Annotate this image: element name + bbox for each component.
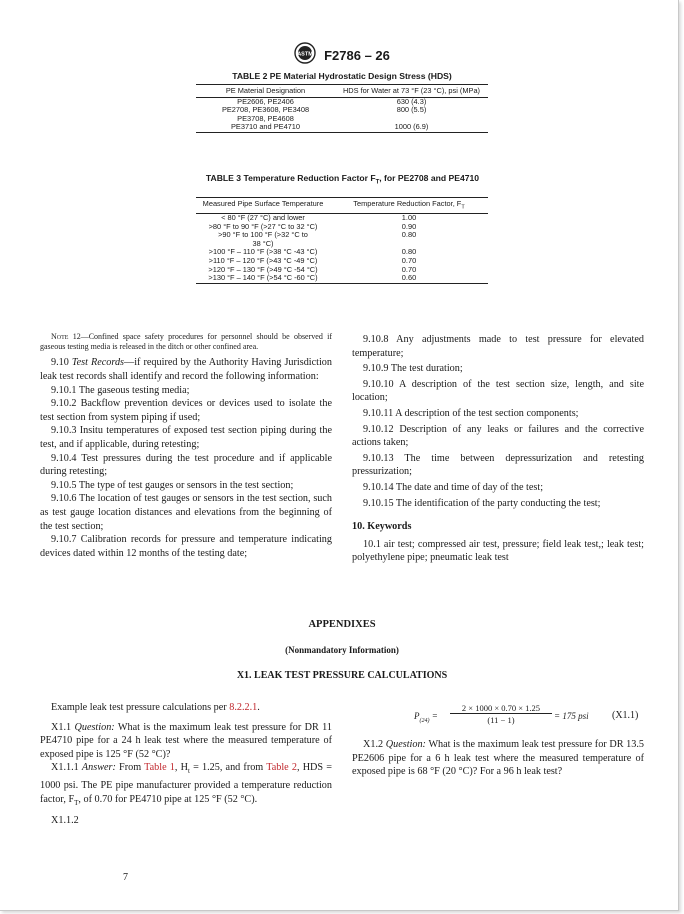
table2-header-hds: HDS for Water at 73 °F (23 °C), psi (MPa) <box>335 85 488 98</box>
page-number: 7 <box>123 872 128 883</box>
x1-1-1-text-a: From <box>115 762 145 774</box>
table3-cell: >120 °F – 130 °F (>49 °C -54 °C) <box>208 264 318 274</box>
question-label: Question: <box>74 721 115 733</box>
table1-ref-link[interactable]: Table 1 <box>144 762 175 774</box>
list-item: 9.10.11 A description of the test section components; <box>363 407 579 419</box>
document-number: F2786 – 26 <box>324 48 390 63</box>
table-row <box>196 231 488 248</box>
table3-cell: 0.80 <box>401 247 417 257</box>
table3-header-factor <box>330 198 488 214</box>
table3 <box>196 197 488 284</box>
x1-2-paragraph <box>352 738 644 779</box>
table3-cell: >130 °F – 140 °F (>54 °C -60 °C) <box>196 274 330 283</box>
table2 <box>196 84 488 133</box>
table2-cell: PE2606, PE2406 <box>237 96 294 106</box>
x1-1-1-text-d: , HDS = 1000 psi. The PE pipe manufacturer provided a temperature reduction factor, F <box>40 762 332 805</box>
x1-1-2-paragraph: X1.1.2 <box>51 815 79 827</box>
appendix-title: APPENDIXES <box>308 619 376 630</box>
appendix-left-column <box>40 701 332 828</box>
list-item: 9.10.1 The gaseous testing media; <box>51 384 190 396</box>
note-12 <box>40 332 332 352</box>
equation-lhs-symbol: P <box>414 711 420 721</box>
x1-1-1-text-c: = 1.25, and from <box>189 762 267 774</box>
list-item: 9.10.10 A description of the test section size, length, and site location; <box>352 378 644 404</box>
table2-cell: PE3710 and PE4710 <box>196 123 335 132</box>
x1-1-1-sub: t <box>187 767 190 776</box>
appendix-subtitle: (Nonmandatory Information) <box>285 645 399 655</box>
table-row <box>196 123 488 132</box>
question-label: Question: <box>385 739 426 750</box>
page-header <box>0 42 684 69</box>
section-text: —if required by the Authority Having Jurisdiction leak test records shall identify and record the following information: <box>40 357 332 382</box>
table3-header-factor-sub: T <box>461 204 465 211</box>
table2-cell: PE3708, PE4608 <box>237 113 294 123</box>
list-item: 9.10.7 Calibration records for pressure and temperature indicating devices dated within 12 months of the testing date; <box>40 534 332 559</box>
list-item: 9.10.3 Insitu temperatures of exposed test section piping during the test, and if applicable, during retesting; <box>40 425 332 450</box>
table3-caption <box>205 173 480 189</box>
astm-logo-icon <box>294 42 316 69</box>
x1-1-1-text-b: , H <box>174 762 188 774</box>
x1-1-1-sub2: T <box>74 798 79 807</box>
table3-cell: 0.80 <box>401 230 417 240</box>
x1-1-text: What is the maximum leak test pressure for DR 11 PE4710 pipe for a 24 h leak test where the measured temperature of exposed pipe is 125 °F (52 °C)? <box>40 721 332 760</box>
section-number: 9.10 <box>51 357 69 369</box>
table3-caption-rest: , for PE2708 and PE4710 <box>379 173 480 183</box>
table3-cell: >90 °F to 100 °F (>32 °C to 38 °C) <box>218 230 308 248</box>
list-item: 9.10.2 Backflow prevention devices or devices used to isolate the test section from system piping if used; <box>40 398 332 423</box>
table3-cell: >100 °F – 110 °F (>38 °C -43 °C) <box>208 247 318 257</box>
table3-cell: 1.00 <box>401 213 417 223</box>
intro-text: Example leak test pressure calculations per <box>51 702 230 713</box>
table2-ref-link[interactable]: Table 2 <box>266 762 297 774</box>
equation-result: = 175 psi <box>554 711 589 721</box>
keywords-text: 10.1 air test; compressed air test, pressure; field leak test,; leak test; polyethylene pipe; pneumatic leak test <box>352 538 644 564</box>
list-item: 9.10.6 The location of test gauges or sensors in the test section, such as test gauge location distances and elevations from the beginning of the test section; <box>40 493 332 532</box>
list-item: 9.10.9 The test duration; <box>363 363 463 375</box>
table3-cell: >110 °F – 120 °F (>43 °C -49 °C) <box>208 256 318 266</box>
x1-1-1-number: X1.1.1 <box>51 762 79 774</box>
svg-text:ASTM: ASTM <box>297 51 313 58</box>
table-row <box>196 274 488 283</box>
equation-numerator: 2 × 1000 × 0.70 × 1.25 <box>450 703 552 714</box>
appendix-section-heading: X1. LEAK TEST PRESSURE CALCULATIONS <box>236 670 448 681</box>
intro-paragraph <box>40 701 332 715</box>
appendix-right-column <box>352 738 644 779</box>
section-title: Test Records <box>71 357 125 369</box>
equation-lhs-sub: (24) <box>419 717 430 724</box>
section-ref-link[interactable]: 8.2.2.1 <box>229 702 258 713</box>
list-item: 9.10.4 Test pressures during the test procedure and if applicable during retesting; <box>40 452 332 478</box>
table3-caption-main: TABLE 3 Temperature Reduction Factor F <box>205 173 376 183</box>
note-label: Note 12 <box>51 332 81 341</box>
note-text: —Confined space safety procedures for personnel should be observed if gaseous testing media is released in the ditch or other confined area. <box>40 332 332 352</box>
table3-cell: >80 °F to 90 °F (>27 °C to 32 °C) <box>208 221 318 231</box>
table3-caption-sub: T <box>375 179 380 186</box>
table2-caption: TABLE 2 PE Material Hydrostatic Design Stress (HDS) <box>232 71 452 81</box>
x1-1-number: X1.1 <box>51 721 72 733</box>
list-item: 9.10.13 The time between depressurization and retesting pressurization; <box>352 452 644 478</box>
equation-lhs: $P_{(24)}$ = <box>414 711 438 724</box>
equation-label: (X1.1) <box>612 710 639 721</box>
table3-cell: 0.90 <box>401 221 417 231</box>
table3-header-factor-text: Temperature Reduction Factor, F <box>353 199 462 208</box>
paragraph-9-10 <box>40 356 332 383</box>
table3-cell: 0.70 <box>401 256 417 266</box>
x1-1-1-text-e: , of 0.70 for PE4710 pipe at 125 °F (52 °C). <box>78 793 258 805</box>
intro-end: . <box>257 702 260 713</box>
left-column <box>40 332 332 560</box>
x1-1-paragraph <box>40 721 332 762</box>
x1-2-text: What is the maximum leak test pressure for DR 13.5 PE2606 pipe for a 6 h leak test where the measured temperature of exposed pipe is 68 °F (20 °C)? For a 96 h leak test? <box>352 739 644 778</box>
list-item: 9.10.5 The type of test gauges or sensors in the test section; <box>51 479 294 491</box>
table2-cell: 1000 (6.9) <box>335 123 488 132</box>
table3-cell: 0.70 <box>401 264 417 274</box>
x1-2-number: X1.2 <box>363 739 384 750</box>
table2-header-material: PE Material Designation <box>196 85 335 98</box>
equation-denominator: (11 − 1) <box>487 715 515 725</box>
table3-header-temp: Measured Pipe Surface Temperature <box>196 198 330 214</box>
keywords-heading: 10. Keywords <box>352 521 412 533</box>
list-item: 9.10.14 The date and time of day of the test; <box>363 481 544 493</box>
x1-1-1-paragraph <box>40 761 332 810</box>
table2-cell: 800 (5.5) <box>396 105 427 115</box>
list-item: 9.10.8 Any adjustments made to test pressure for elevated temperature; <box>352 334 644 359</box>
table3-cell: 0.60 <box>330 274 488 283</box>
answer-label: Answer: <box>81 762 116 774</box>
list-item: 9.10.15 The identification of the party conducting the test; <box>363 497 601 509</box>
equation-x1-1 <box>414 703 646 733</box>
table3-cell: < 80 °F (27 °C) and lower <box>221 213 305 223</box>
right-column <box>352 333 644 565</box>
list-item: 9.10.12 Description of any leaks or failures and the corrective actions taken; <box>352 423 644 449</box>
table2-cell: 630 (4.3) <box>396 96 427 106</box>
table2-cell: PE2708, PE3608, PE3408 <box>221 105 310 115</box>
